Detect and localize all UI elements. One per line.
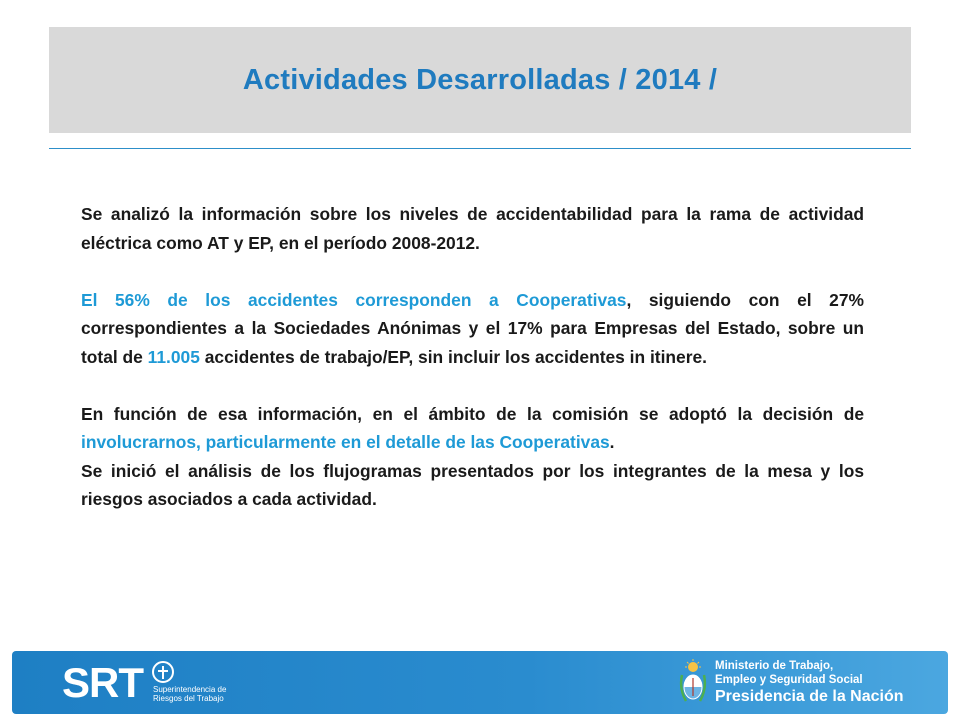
srt-subtitle-line: Riesgos del Trabajo — [153, 694, 224, 703]
decision-text: En función de esa información, en el ámbito de la comisión se adoptó la decisión de — [81, 403, 864, 424]
paragraph-statistics — [81, 286, 864, 372]
statistics-text-end: accidentes de trabajo/EP, sin incluir los accidentes in itinere. — [199, 346, 707, 367]
cross-icon — [152, 661, 174, 683]
srt-logo: SRT — [62, 659, 143, 706]
page-title: Actividades Desarrolladas / 2014 / — [242, 63, 718, 96]
paragraph-flujogramas: Se inició el análisis de los flujogramas presentados por los integrantes de la mesa y los riesgos asociados a cada actividad. — [81, 460, 864, 509]
paragraph-analysis: Se analizó la información sobre los niveles de accidentabilidad para la rama de actividad eléctrica como AT y EP, en el período 2008-2012. — [81, 204, 864, 253]
ministry-block — [715, 659, 904, 707]
statistics-text: , siguiendo con el 27% correspondientes a la Sociedades Anónimas y el 17% para Empresas del Estado, sobre un total de — [81, 289, 864, 367]
slide-body — [81, 200, 864, 514]
srt-subtitle-line: Superintendencia de — [153, 685, 227, 694]
paragraph-decision — [81, 400, 864, 457]
title-bar — [49, 27, 911, 133]
highlight-cooperativas: El 56% de los accidentes corresponden a Cooperativas — [81, 289, 627, 310]
emblem-sun — [685, 659, 701, 672]
paragraph-gap — [81, 257, 864, 286]
footer-bar — [12, 651, 948, 714]
presidencia-label: Presidencia de la Nación — [715, 688, 904, 705]
ministry-line: Empleo y Seguridad Social — [715, 674, 863, 686]
highlight-total: 11.005 — [147, 346, 200, 367]
decision-text-end: . — [609, 432, 615, 452]
argentina-coat-of-arms-icon — [678, 659, 708, 705]
title-divider — [49, 148, 911, 149]
paragraph-gap — [81, 371, 864, 400]
highlight-decision: involucrarnos, particularmente en el detalle de las Cooperativas — [81, 432, 610, 452]
ministry-line: Ministerio de Trabajo, — [715, 660, 834, 672]
srt-subtitle — [153, 685, 226, 703]
